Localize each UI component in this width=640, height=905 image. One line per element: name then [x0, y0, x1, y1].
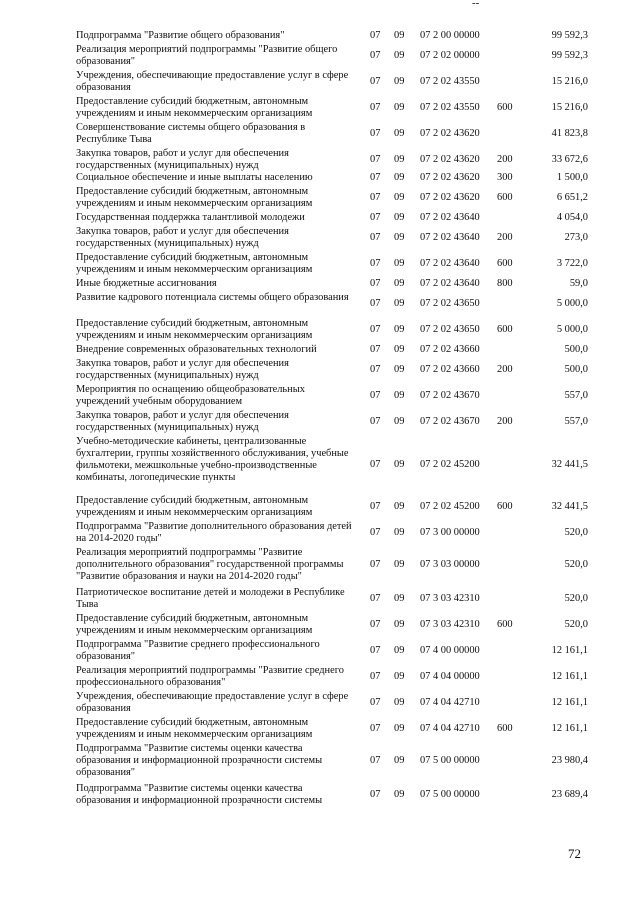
table-row — [0, 384, 640, 408]
section-code: 07 — [370, 298, 381, 309]
subsection-code: 09 — [394, 232, 405, 243]
expense-type-code: 200 — [497, 416, 513, 427]
row-name: Предоставление субсидий бюджетным, автономным учреждениям и иным некоммерческим организациям — [76, 252, 313, 275]
target-article-code: 07 5 00 00000 — [420, 755, 480, 766]
section-code: 07 — [370, 50, 381, 61]
section-code: 07 — [370, 723, 381, 734]
section-code: 07 — [370, 154, 381, 165]
table-row — [0, 743, 640, 779]
subsection-code: 09 — [394, 789, 405, 800]
section-code: 07 — [370, 30, 381, 41]
subsection-code: 09 — [394, 278, 405, 289]
subsection-code: 09 — [394, 559, 405, 570]
subsection-code: 09 — [394, 76, 405, 87]
table-row — [0, 436, 640, 493]
amount-value: 12 161,1 — [551, 723, 588, 734]
table-row — [0, 587, 640, 611]
amount-value: 500,0 — [564, 364, 588, 375]
table-row — [0, 717, 640, 741]
table-row — [0, 212, 640, 224]
amount-value: 41 823,8 — [551, 128, 588, 139]
subsection-code: 09 — [394, 364, 405, 375]
target-article-code: 07 2 02 43650 — [420, 298, 480, 309]
subsection-code: 09 — [394, 593, 405, 604]
expense-type-code: 300 — [497, 172, 513, 183]
expense-type-code: 600 — [497, 324, 513, 335]
section-code: 07 — [370, 458, 381, 470]
target-article-code: 07 2 02 43640 — [420, 258, 480, 269]
target-article-code: 07 2 02 45200 — [420, 458, 480, 470]
section-code: 07 — [370, 789, 381, 800]
table-row — [0, 783, 640, 807]
section-code: 07 — [370, 416, 381, 427]
row-name: Предоставление субсидий бюджетным, автономным учреждениям и иным некоммерческим организациям — [76, 318, 313, 341]
section-code: 07 — [370, 278, 381, 289]
row-name: Государственная поддержка талантливой молодежи — [76, 212, 305, 223]
row-name: Реализация мероприятий подпрограммы "Развитие среднего профессионального образования" — [76, 665, 344, 688]
expense-type-code: 200 — [497, 232, 513, 243]
amount-value: 273,0 — [564, 232, 588, 243]
row-name: Социальное обеспечение и иные выплаты населению — [76, 172, 313, 183]
table-row — [0, 547, 640, 583]
amount-value: 5 000,0 — [556, 324, 588, 335]
section-code: 07 — [370, 527, 381, 538]
row-name: Реализация мероприятий подпрограммы "Развитие дополнительного образования" государственной программы "Развитие образования и науки на 2014-2020 годы" — [76, 547, 344, 582]
amount-value: 4 054,0 — [556, 212, 588, 223]
target-article-code: 07 2 02 43550 — [420, 76, 480, 87]
subsection-code: 09 — [394, 755, 405, 766]
section-code: 07 — [370, 344, 381, 355]
expense-type-code: 800 — [497, 278, 513, 289]
amount-value: 99 592,3 — [551, 30, 588, 41]
target-article-code: 07 2 02 43620 — [420, 128, 480, 139]
section-code: 07 — [370, 212, 381, 223]
target-article-code: 07 4 00 00000 — [420, 645, 480, 656]
amount-value: 6 651,2 — [556, 192, 588, 203]
row-name: Учебно-методические кабинеты, централизованные бухгалтерии, группы хозяйственного обслуживания, учебные фильмотеки, межшкольные учебно-производственные комбинаты, логопедические пункты — [76, 436, 349, 483]
subsection-code: 09 — [394, 128, 405, 139]
table-row — [0, 292, 640, 316]
target-article-code: 07 4 04 42710 — [420, 723, 480, 734]
table-row — [0, 410, 640, 434]
target-article-code: 07 2 02 43660 — [420, 344, 480, 355]
section-code: 07 — [370, 697, 381, 708]
table-row — [0, 172, 640, 184]
target-article-code: 07 2 00 00000 — [420, 30, 480, 41]
subsection-code: 09 — [394, 258, 405, 269]
row-name: Предоставление субсидий бюджетным, автономным учреждениям и иным некоммерческим организациям — [76, 186, 313, 209]
amount-value: 557,0 — [564, 416, 588, 427]
subsection-code: 09 — [394, 102, 405, 113]
table-row — [0, 70, 640, 94]
section-code: 07 — [370, 76, 381, 87]
target-article-code: 07 2 02 43640 — [420, 232, 480, 243]
target-article-code: 07 5 00 00000 — [420, 789, 480, 800]
amount-value: 23 689,4 — [551, 789, 588, 800]
row-name: Учреждения, обеспечивающие предоставление услуг в сфере образования — [76, 70, 349, 93]
amount-value: 32 441,5 — [551, 458, 588, 470]
expense-type-code: 600 — [497, 501, 513, 512]
target-article-code: 07 2 02 43670 — [420, 416, 480, 427]
subsection-code: 09 — [394, 192, 405, 203]
section-code: 07 — [370, 128, 381, 139]
table-row — [0, 344, 640, 356]
table-row — [0, 44, 640, 68]
subsection-code: 09 — [394, 344, 405, 355]
expense-type-code: 200 — [497, 154, 513, 165]
table-row — [0, 495, 640, 519]
row-name: Подпрограмма "Развитие системы оценки качества образования и информационной прозрачности системы образования" — [76, 743, 323, 778]
target-article-code: 07 2 02 43640 — [420, 278, 480, 289]
target-article-code: 07 2 02 43670 — [420, 390, 480, 401]
row-name: Подпрограмма "Развитие среднего профессионального образования" — [76, 639, 320, 662]
subsection-code: 09 — [394, 30, 405, 41]
target-article-code: 07 3 03 42310 — [420, 619, 480, 630]
subsection-code: 09 — [394, 619, 405, 630]
table-row — [0, 613, 640, 637]
row-name: Предоставление субсидий бюджетным, автономным учреждениям и иным некоммерческим организациям — [76, 613, 313, 636]
section-code: 07 — [370, 324, 381, 335]
table-row — [0, 186, 640, 210]
table-row — [0, 665, 640, 689]
target-article-code: 07 2 02 43620 — [420, 192, 480, 203]
table-row — [0, 96, 640, 120]
expense-type-code: 600 — [497, 723, 513, 734]
table-row — [0, 358, 640, 382]
row-name: Патриотическое воспитание детей и молодежи в Республике Тыва — [76, 587, 345, 610]
section-code: 07 — [370, 619, 381, 630]
subsection-code: 09 — [394, 501, 405, 512]
subsection-code: 09 — [394, 390, 405, 401]
top-mark: -- — [472, 0, 480, 9]
section-code: 07 — [370, 192, 381, 203]
subsection-code: 09 — [394, 298, 405, 309]
section-code: 07 — [370, 671, 381, 682]
row-name: Подпрограмма "Развитие дополнительного образования детей на 2014-2020 годы" — [76, 521, 352, 544]
amount-value: 1 500,0 — [556, 172, 588, 183]
amount-value: 500,0 — [564, 344, 588, 355]
table-row — [0, 639, 640, 663]
row-name: Подпрограмма "Развитие системы оценки качества образования и информационной прозрачности системы — [76, 783, 323, 806]
subsection-code: 09 — [394, 416, 405, 427]
section-code: 07 — [370, 390, 381, 401]
target-article-code: 07 3 00 00000 — [420, 527, 480, 538]
amount-value: 99 592,3 — [551, 50, 588, 61]
amount-value: 15 216,0 — [551, 102, 588, 113]
amount-value: 15 216,0 — [551, 76, 588, 87]
subsection-code: 09 — [394, 458, 405, 470]
target-article-code: 07 2 02 00000 — [420, 50, 480, 61]
target-article-code: 07 3 03 00000 — [420, 559, 480, 570]
section-code: 07 — [370, 501, 381, 512]
target-article-code: 07 4 04 00000 — [420, 671, 480, 682]
row-name: Предоставление субсидий бюджетным, автономным учреждениям и иным некоммерческим организациям — [76, 495, 313, 518]
target-article-code: 07 2 02 43650 — [420, 324, 480, 335]
page-number: 72 — [568, 846, 581, 861]
expense-type-code: 600 — [497, 102, 513, 113]
table-row — [0, 278, 640, 290]
amount-value: 33 672,6 — [551, 154, 588, 165]
subsection-code: 09 — [394, 697, 405, 708]
amount-value: 520,0 — [564, 527, 588, 538]
expense-type-code: 600 — [497, 192, 513, 203]
subsection-code: 09 — [394, 212, 405, 223]
amount-value: 12 161,1 — [551, 645, 588, 656]
row-name: Предоставление субсидий бюджетным, автономным учреждениям и иным некоммерческим организациям — [76, 96, 313, 119]
section-code: 07 — [370, 593, 381, 604]
row-name: Закупка товаров, работ и услуг для обеспечения государственных (муниципальных) нужд — [76, 410, 289, 433]
row-name: Совершенствование системы общего образования в Республике Тыва — [76, 122, 306, 145]
section-code: 07 — [370, 559, 381, 570]
subsection-code: 09 — [394, 172, 405, 183]
amount-value: 520,0 — [564, 619, 588, 630]
row-name: Развитие кадрового потенциала системы общего образования — [76, 292, 349, 303]
section-code: 07 — [370, 645, 381, 656]
table-row — [0, 318, 640, 342]
subsection-code: 09 — [394, 671, 405, 682]
target-article-code: 07 2 02 43620 — [420, 154, 480, 165]
subsection-code: 09 — [394, 154, 405, 165]
target-article-code: 07 2 02 43660 — [420, 364, 480, 375]
amount-value: 5 000,0 — [556, 298, 588, 309]
amount-value: 520,0 — [564, 593, 588, 604]
subsection-code: 09 — [394, 324, 405, 335]
section-code: 07 — [370, 755, 381, 766]
table-row — [0, 226, 640, 250]
subsection-code: 09 — [394, 50, 405, 61]
table-row — [0, 691, 640, 715]
target-article-code: 07 2 02 43550 — [420, 102, 480, 113]
table-row — [0, 252, 640, 276]
table-row — [0, 148, 640, 172]
amount-value: 12 161,1 — [551, 671, 588, 682]
amount-value: 520,0 — [564, 559, 588, 570]
target-article-code: 07 2 02 43620 — [420, 172, 480, 183]
amount-value: 12 161,1 — [551, 697, 588, 708]
section-code: 07 — [370, 232, 381, 243]
subsection-code: 09 — [394, 527, 405, 538]
target-article-code: 07 3 03 42310 — [420, 593, 480, 604]
row-name: Предоставление субсидий бюджетным, автономным учреждениям и иным некоммерческим организациям — [76, 717, 313, 740]
subsection-code: 09 — [394, 723, 405, 734]
table-row — [0, 30, 640, 42]
expense-type-code: 600 — [497, 258, 513, 269]
target-article-code: 07 2 02 43640 — [420, 212, 480, 223]
section-code: 07 — [370, 364, 381, 375]
amount-value: 557,0 — [564, 390, 588, 401]
row-name: Закупка товаров, работ и услуг для обеспечения государственных (муниципальных) нужд — [76, 358, 289, 381]
target-article-code: 07 2 02 45200 — [420, 501, 480, 512]
row-name: Подпрограмма "Развитие общего образования" — [76, 30, 285, 41]
amount-value: 3 722,0 — [556, 258, 588, 269]
row-name: Закупка товаров, работ и услуг для обеспечения государственных (муниципальных) нужд — [76, 226, 289, 249]
row-name: Иные бюджетные ассигнования — [76, 278, 217, 289]
amount-value: 32 441,5 — [551, 501, 588, 512]
table-row — [0, 122, 640, 146]
row-name: Учреждения, обеспечивающие предоставление услуг в сфере образования — [76, 691, 349, 714]
amount-value: 23 980,4 — [551, 755, 588, 766]
table-row — [0, 521, 640, 545]
row-name: Мероприятия по оснащению общеобразовательных учреждений учебным оборудованием — [76, 384, 305, 407]
expense-type-code: 200 — [497, 364, 513, 375]
expense-type-code: 600 — [497, 619, 513, 630]
row-name: Закупка товаров, работ и услуг для обеспечения государственных (муниципальных) нужд — [76, 148, 289, 171]
row-name: Реализация мероприятий подпрограммы "Развитие общего образования" — [76, 44, 338, 67]
section-code: 07 — [370, 258, 381, 269]
section-code: 07 — [370, 172, 381, 183]
subsection-code: 09 — [394, 645, 405, 656]
target-article-code: 07 4 04 42710 — [420, 697, 480, 708]
section-code: 07 — [370, 102, 381, 113]
row-name: Внедрение современных образовательных технологий — [76, 344, 317, 355]
amount-value: 59,0 — [569, 278, 588, 289]
